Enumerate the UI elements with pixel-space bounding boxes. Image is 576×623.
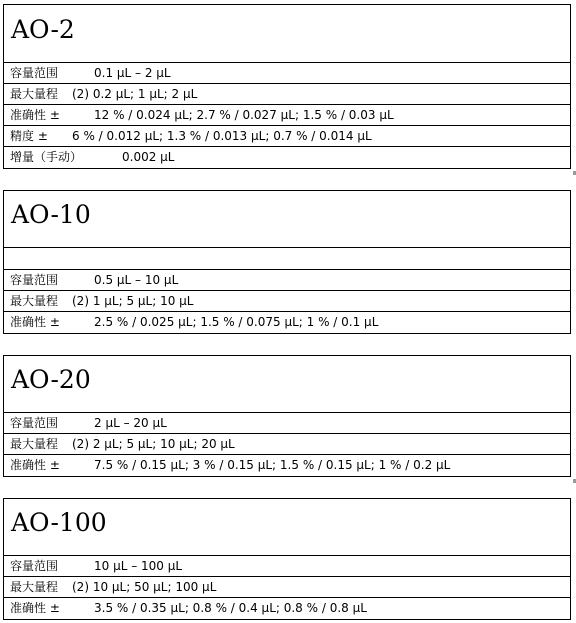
spec-row-volume-range xyxy=(4,413,570,434)
spec-value: 6 % / 0.012 µL; 1.3 % / 0.013 µL; 0.7 % / 0.014 µL xyxy=(72,129,372,143)
spec-label: 准确性 ± xyxy=(10,108,60,122)
spec-label: 最大量程 xyxy=(10,87,59,101)
spec-value: 0.002 µL xyxy=(122,150,175,164)
spec-table-ao-2 xyxy=(3,4,571,169)
model-title: AO-10 xyxy=(11,200,91,229)
model-title: AO-20 xyxy=(11,365,91,394)
spec-value: 3.5 % / 0.35 µL; 0.8 % / 0.4 µL; 0.8 % / 0.8 µL xyxy=(94,601,367,615)
spec-row-volume-range xyxy=(4,556,570,577)
spec-label: 容量范围 xyxy=(10,416,59,430)
model-title: AO-100 xyxy=(11,508,107,537)
spec-table-ao-10 xyxy=(3,190,571,334)
spec-table-ao-100 xyxy=(3,498,571,620)
spec-value: (2) 1 µL; 5 µL; 10 µL xyxy=(72,294,194,308)
spec-value: 10 µL – 100 µL xyxy=(94,559,183,573)
spec-row-accuracy xyxy=(4,598,570,619)
spec-value: 12 % / 0.024 µL; 2.7 % / 0.027 µL; 1.5 % / 0.03 µL xyxy=(94,108,394,122)
model-title-cell xyxy=(4,191,570,248)
model-title-cell xyxy=(4,499,570,556)
empty-row xyxy=(4,248,570,270)
model-title-cell xyxy=(4,5,570,63)
spec-label: 准确性 ± xyxy=(10,315,60,329)
spec-row-volume-range xyxy=(4,270,570,291)
spec-value: (2) 0.2 µL; 1 µL; 2 µL xyxy=(72,87,198,101)
spec-value: 2.5 % / 0.025 µL; 1.5 % / 0.075 µL; 1 % / 0.1 µL xyxy=(94,315,379,329)
spec-label: 最大量程 xyxy=(10,437,59,451)
spec-value: (2) 10 µL; 50 µL; 100 µL xyxy=(72,580,217,594)
spec-row-accuracy xyxy=(4,312,570,333)
spec-label: 容量范围 xyxy=(10,66,59,80)
model-title-cell xyxy=(4,356,570,413)
spec-row-accuracy xyxy=(4,455,570,476)
spec-label: 容量范围 xyxy=(10,559,59,573)
spec-value: (2) 2 µL; 5 µL; 10 µL; 20 µL xyxy=(72,437,235,451)
spec-row-max-range xyxy=(4,84,570,105)
spec-table-ao-20 xyxy=(3,355,571,477)
spec-row-increment xyxy=(4,147,570,168)
spec-row-max-range xyxy=(4,434,570,455)
spec-label: 最大量程 xyxy=(10,294,59,308)
spec-row-max-range xyxy=(4,577,570,598)
spec-label: 容量范围 xyxy=(10,273,59,287)
spec-row-accuracy xyxy=(4,105,570,126)
spec-label: 增量（手动） xyxy=(10,150,83,164)
spec-value: 0.5 µL – 10 µL xyxy=(94,273,179,287)
spec-label: 最大量程 xyxy=(10,580,59,594)
spec-value: 7.5 % / 0.15 µL; 3 % / 0.15 µL; 1.5 % / 0.15 µL; 1 % / 0.2 µL xyxy=(94,458,451,472)
model-title: AO-2 xyxy=(11,15,75,44)
spec-label: 准确性 ± xyxy=(10,601,60,615)
spec-label: 精度 ± xyxy=(10,129,48,143)
spec-row-precision xyxy=(4,126,570,147)
spec-row-max-range xyxy=(4,291,570,312)
spec-label: 准确性 ± xyxy=(10,458,60,472)
spec-value: 0.1 µL – 2 µL xyxy=(94,66,171,80)
spec-value: 2 µL – 20 µL xyxy=(94,416,167,430)
spec-row-volume-range xyxy=(4,63,570,84)
